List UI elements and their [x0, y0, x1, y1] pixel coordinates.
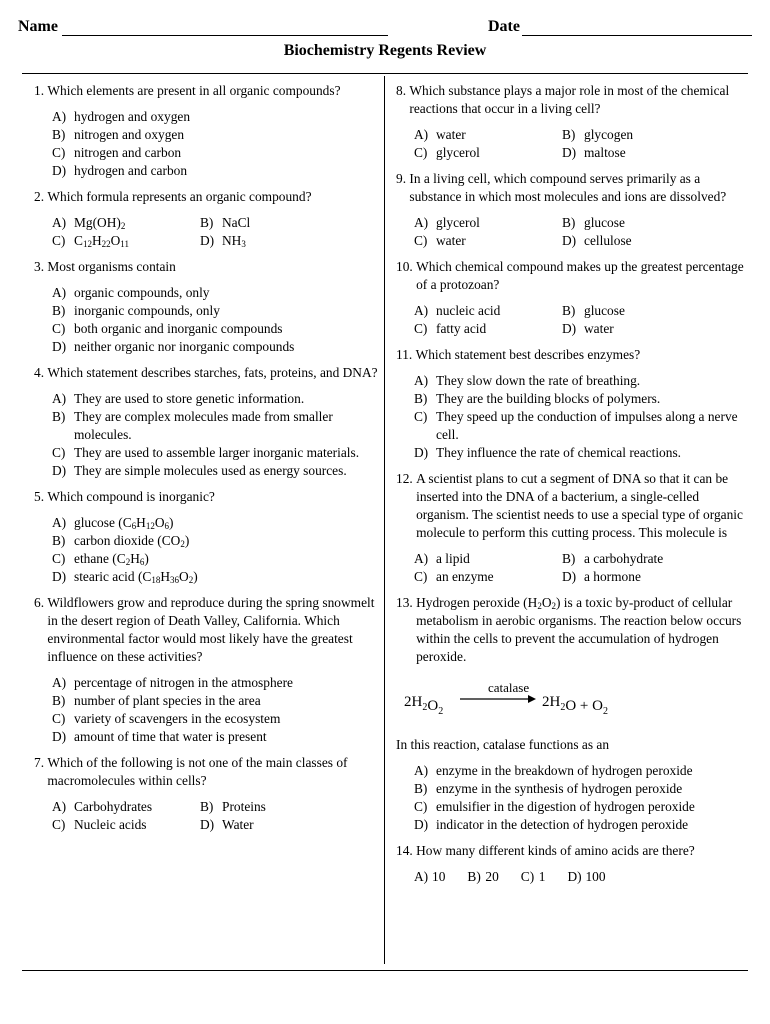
- question-stem: [34, 364, 382, 382]
- answer-choice[interactable]: [562, 144, 744, 162]
- page-title: Biochemistry Regents Review: [283, 42, 487, 59]
- left-column: [34, 82, 382, 842]
- choice-letter: D): [200, 233, 215, 248]
- answer-choice[interactable]: [414, 568, 562, 586]
- question-stem: [34, 754, 382, 790]
- answer-choice[interactable]: [414, 868, 445, 886]
- answer-choices: [396, 126, 744, 162]
- choice-text: water: [436, 233, 466, 248]
- choice-text: They slow down the rate of breathing.: [436, 373, 641, 388]
- choice-letter: C): [414, 233, 428, 248]
- question-number: 3.: [34, 259, 48, 274]
- answer-choice[interactable]: [414, 372, 744, 390]
- choice-text: a lipid: [436, 551, 470, 566]
- reaction-equation: [402, 676, 744, 716]
- choice-letter: A): [52, 215, 67, 230]
- question-text: Hydrogen peroxide $(H_2O_2)$ is a toxic by-product of cellular metabolism in aerobic organisms. The reaction below occurs within the cells to prevent the accumulation of hydrogen peroxide.: [416, 595, 742, 664]
- choice-text: They are the building blocks of polymers.: [436, 391, 661, 406]
- answer-choice[interactable]: [414, 816, 744, 834]
- question-text: Most organisms contain: [47, 259, 176, 274]
- question-1: [34, 82, 382, 180]
- choice-letter: C): [414, 145, 428, 160]
- choice-letter: B): [52, 409, 66, 424]
- choice-text: a carbohydrate: [584, 551, 664, 566]
- answer-choices: [34, 284, 382, 356]
- question-number: 7.: [34, 755, 48, 770]
- choice-letter: D): [414, 445, 429, 460]
- choice-letter: B): [562, 127, 576, 142]
- choice-letter: A): [414, 869, 429, 884]
- question-stem: [396, 170, 744, 206]
- reaction-product: $2H_2O + O_2$: [542, 694, 608, 716]
- choice-letter: D): [52, 463, 67, 478]
- name-label: Name: [18, 18, 58, 35]
- choice-letter: B): [562, 215, 576, 230]
- question-stem: [34, 188, 382, 206]
- choice-text: cellulose: [584, 233, 632, 248]
- answer-choice[interactable]: [414, 444, 744, 462]
- answer-choice[interactable]: [52, 338, 382, 356]
- page-header: [18, 18, 752, 40]
- date-blank-line: [522, 35, 752, 36]
- question-text: Which elements are present in all organic compounds?: [47, 83, 341, 98]
- choice-letter: B): [562, 303, 576, 318]
- choice-text: They are simple molecules used as energy sources.: [74, 463, 347, 478]
- answer-choice[interactable]: [562, 232, 744, 250]
- choice-letter: D): [52, 339, 67, 354]
- choice-letter: D): [52, 569, 67, 584]
- date-label: Date: [488, 18, 520, 35]
- reaction-followup-text: In this reaction, catalase functions as an: [396, 737, 610, 752]
- choice-text: They are used to store genetic information.: [74, 391, 305, 406]
- choice-letter: B): [52, 127, 66, 142]
- choice-letter: C): [414, 799, 428, 814]
- answer-choice[interactable]: [200, 232, 382, 250]
- choice-letter: D): [562, 569, 577, 584]
- choice-text: a hormone: [584, 569, 641, 584]
- answer-choice[interactable]: [52, 816, 200, 834]
- question-text: In a living cell, which compound serves primarily as a substance in which most molecules and ions are dissolved?: [409, 171, 727, 204]
- answer-choice[interactable]: [414, 144, 562, 162]
- question-text: Wildflowers grow and reproduce during the spring snowmelt in the desert region of Death Valley, California. Which environmental factor would most likely have the greatest influence on these activities?: [47, 595, 375, 664]
- answer-choice[interactable]: [52, 692, 382, 710]
- choice-text: enzyme in the synthesis of hydrogen peroxide: [436, 781, 683, 796]
- answer-choice[interactable]: [52, 320, 382, 338]
- choice-letter: B): [200, 799, 214, 814]
- choice-text: nucleic acid: [436, 303, 501, 318]
- choice-letter: B): [200, 215, 214, 230]
- question-6: [34, 594, 382, 746]
- choice-text: ethane $(C_2H_6)$: [74, 551, 149, 567]
- question-stem: [396, 346, 744, 364]
- question-stem: [396, 842, 744, 860]
- choice-text: percentage of nitrogen in the atmosphere: [74, 675, 293, 690]
- question-number: 14.: [396, 843, 417, 858]
- choice-letter: C): [52, 445, 66, 460]
- answer-choice[interactable]: [52, 550, 382, 568]
- choice-text: neither organic nor inorganic compounds: [74, 339, 295, 354]
- answer-choices: [34, 214, 382, 250]
- answer-choice[interactable]: [414, 798, 744, 816]
- choice-letter: C): [52, 817, 66, 832]
- choice-text: glucose: [584, 215, 625, 230]
- answer-choice[interactable]: [52, 462, 382, 480]
- question-text: Which statement best describes enzymes?: [415, 347, 641, 362]
- choice-letter: B): [414, 781, 428, 796]
- choice-text: stearic acid $(C_{18}H_{36}O_2)$: [74, 569, 198, 585]
- choice-letter: D): [414, 817, 429, 832]
- choice-text: $Mg(OH)_2$: [74, 215, 126, 231]
- choice-text: inorganic compounds, only: [74, 303, 220, 318]
- answer-choice[interactable]: [52, 444, 382, 462]
- answer-choices: [396, 302, 744, 338]
- choice-letter: A): [52, 285, 67, 300]
- question-14: [396, 842, 744, 886]
- choice-letter: A): [414, 551, 429, 566]
- answer-choice[interactable]: [414, 408, 744, 444]
- answer-choice[interactable]: [562, 568, 744, 586]
- question-number: 6.: [34, 595, 48, 610]
- answer-choices: [396, 550, 744, 586]
- question-number: 1.: [34, 83, 48, 98]
- choice-text: water: [436, 127, 466, 142]
- answer-choice[interactable]: [414, 126, 562, 144]
- answer-choice[interactable]: [52, 232, 200, 250]
- choice-text: Water: [222, 817, 254, 832]
- choice-text: Nucleic acids: [74, 817, 147, 832]
- answer-choice[interactable]: [52, 514, 382, 532]
- choice-text: 100: [585, 869, 606, 884]
- question-5: [34, 488, 382, 586]
- reaction-catalyst: catalase: [488, 680, 530, 695]
- answer-choice[interactable]: [567, 868, 605, 886]
- question-text: Which chemical compound makes up the greatest percentage of a protozoan?: [416, 259, 744, 292]
- choice-text: 20: [485, 869, 499, 884]
- question-2: [34, 188, 382, 250]
- choice-letter: C): [414, 569, 428, 584]
- choice-text: Proteins: [222, 799, 266, 814]
- answer-choice[interactable]: [52, 284, 382, 302]
- question-number: 11.: [396, 347, 416, 362]
- question-text: Which compound is inorganic?: [47, 489, 215, 504]
- answer-choices: [34, 390, 382, 480]
- choice-text: NaCl: [222, 215, 251, 230]
- choice-text: carbon dioxide $(CO_2)$: [74, 533, 190, 549]
- choice-letter: B): [52, 533, 66, 548]
- right-column: [396, 82, 744, 894]
- choice-text: both organic and inorganic compounds: [74, 321, 283, 336]
- choice-text: hydrogen and oxygen: [74, 109, 191, 124]
- choice-letter: C): [414, 409, 428, 424]
- answer-choice[interactable]: [52, 126, 382, 144]
- question-text: Which statement describes starches, fats, proteins, and DNA?: [47, 365, 378, 380]
- choice-text: nitrogen and oxygen: [74, 127, 185, 142]
- answer-choice[interactable]: [52, 798, 200, 816]
- choice-text: glucose: [584, 303, 625, 318]
- choice-text: 10: [432, 869, 446, 884]
- choice-letter: D): [562, 321, 577, 336]
- choice-text: glucose $(C_6H_{12}O_6)$: [74, 515, 174, 531]
- answer-choice[interactable]: [414, 780, 744, 798]
- choice-letter: A): [414, 127, 429, 142]
- choice-text: amount of time that water is present: [74, 729, 267, 744]
- answer-choice[interactable]: [414, 302, 562, 320]
- choice-letter: C): [52, 145, 66, 160]
- answer-choices: [34, 108, 382, 180]
- reaction-reactant: $2H_2O_2$: [404, 694, 444, 716]
- choice-text: nitrogen and carbon: [74, 145, 182, 160]
- choice-text: variety of scavengers in the ecosystem: [74, 711, 281, 726]
- choice-text: $C_{12}H_{22}O_{11}$: [74, 233, 129, 249]
- answer-choice[interactable]: [562, 126, 744, 144]
- question-text: A scientist plans to cut a segment of DNA so that it can be inserted into the DNA of a bacterium, a single-celled organism. The scientist needs to use a special type of organic molecule to perform this cutting process. This molecule is: [416, 471, 743, 540]
- answer-choice[interactable]: [52, 390, 382, 408]
- choice-letter: A): [52, 675, 67, 690]
- answer-choice[interactable]: [52, 108, 382, 126]
- choice-text: They speed up the conduction of impulses along a nerve cell.: [436, 409, 738, 442]
- answer-choice[interactable]: [200, 798, 382, 816]
- answer-choice[interactable]: [521, 868, 546, 886]
- answer-choice[interactable]: [562, 214, 744, 232]
- answer-choice[interactable]: [414, 550, 562, 568]
- question-number: 13.: [396, 595, 417, 610]
- column-divider: [384, 76, 385, 964]
- answer-choice[interactable]: [414, 214, 562, 232]
- question-12: [396, 470, 744, 586]
- answer-choice[interactable]: [52, 532, 382, 550]
- choice-text: an enzyme: [436, 569, 494, 584]
- question-text: Which formula represents an organic compound?: [47, 189, 312, 204]
- choice-text: enzyme in the breakdown of hydrogen peroxide: [436, 763, 693, 778]
- question-13: [396, 594, 744, 834]
- choice-letter: B): [467, 869, 481, 884]
- choice-letter: A): [52, 391, 67, 406]
- answer-choices: [396, 372, 744, 462]
- choice-letter: A): [414, 303, 429, 318]
- question-number: 8.: [396, 83, 410, 98]
- question-text: Which of the following is not one of the main classes of macromolecules within cells?: [47, 755, 348, 788]
- choice-letter: B): [52, 303, 66, 318]
- choice-letter: A): [52, 799, 67, 814]
- choice-letter: D): [52, 163, 67, 178]
- choice-letter: B): [414, 391, 428, 406]
- choice-text: hydrogen and carbon: [74, 163, 188, 178]
- answer-choice[interactable]: [52, 568, 382, 586]
- choice-text: organic compounds, only: [74, 285, 210, 300]
- choice-letter: A): [414, 763, 429, 778]
- answer-choice[interactable]: [52, 728, 382, 746]
- choice-letter: C): [414, 321, 428, 336]
- choice-letter: D): [567, 869, 582, 884]
- answer-choice[interactable]: [562, 302, 744, 320]
- choice-letter: A): [52, 515, 67, 530]
- choice-letter: D): [562, 145, 577, 160]
- choice-text: glycogen: [584, 127, 634, 142]
- question-stem: [396, 470, 744, 542]
- question-stem: [34, 258, 382, 276]
- answer-choice[interactable]: [414, 320, 562, 338]
- answer-choice[interactable]: [52, 674, 382, 692]
- choice-text: glycerol: [436, 145, 480, 160]
- choice-letter: A): [414, 215, 429, 230]
- question-11: [396, 346, 744, 462]
- answer-choices: [396, 214, 744, 250]
- choice-text: They are complex molecules made from smaller molecules.: [74, 409, 333, 442]
- choice-letter: B): [562, 551, 576, 566]
- choice-text: emulsifier in the digestion of hydrogen peroxide: [436, 799, 695, 814]
- answer-choice[interactable]: [414, 762, 744, 780]
- question-stem: [396, 258, 744, 294]
- answer-choice[interactable]: [52, 144, 382, 162]
- choice-letter: D): [200, 817, 215, 832]
- reaction-arrow-head: [528, 695, 536, 703]
- choice-letter: B): [52, 693, 66, 708]
- choice-text: glycerol: [436, 215, 480, 230]
- answer-choice[interactable]: [52, 710, 382, 728]
- choice-text: They are used to assemble larger inorganic materials.: [74, 445, 360, 460]
- choice-letter: C): [52, 233, 66, 248]
- answer-choice[interactable]: [562, 550, 744, 568]
- question-stem: [34, 594, 382, 666]
- question-4: [34, 364, 382, 480]
- answer-choice[interactable]: [52, 214, 200, 232]
- choice-text: They influence the rate of chemical reactions.: [436, 445, 682, 460]
- choice-letter: D): [562, 233, 577, 248]
- answer-choices: [34, 798, 382, 834]
- question-text: Which substance plays a major role in most of the chemical reactions that occur in a living cell?: [409, 83, 730, 116]
- choice-text: maltose: [584, 145, 626, 160]
- question-stem: [396, 82, 744, 118]
- answer-choice[interactable]: [467, 868, 498, 886]
- answer-choice[interactable]: [52, 162, 382, 180]
- question-stem: [396, 594, 744, 666]
- question-number: 9.: [396, 171, 410, 186]
- question-number: 12.: [396, 471, 417, 486]
- answer-choice[interactable]: [562, 320, 744, 338]
- question-stem: [34, 82, 382, 100]
- choice-letter: C): [52, 711, 66, 726]
- choice-letter: C): [52, 321, 66, 336]
- question-number: 2.: [34, 189, 48, 204]
- choice-text: water: [584, 321, 614, 336]
- choice-text: indicator in the detection of hydrogen peroxide: [436, 817, 689, 832]
- choice-letter: C): [520, 869, 535, 884]
- choice-letter: A): [414, 373, 429, 388]
- choice-letter: D): [52, 729, 67, 744]
- top-rule: [22, 73, 748, 74]
- question-7: [34, 754, 382, 834]
- name-blank-line: [62, 35, 388, 36]
- question-number: 4.: [34, 365, 48, 380]
- choice-text: fatty acid: [436, 321, 487, 336]
- question-number: 5.: [34, 489, 48, 504]
- question-8: [396, 82, 744, 162]
- choice-letter: C): [52, 551, 66, 566]
- choice-text: Carbohydrates: [74, 799, 153, 814]
- choice-letter: A): [52, 109, 67, 124]
- choice-text: 1: [538, 869, 546, 884]
- answer-choices: [34, 674, 382, 746]
- question-number: 10.: [396, 259, 417, 274]
- question-stem: [34, 488, 382, 506]
- question-3: [34, 258, 382, 356]
- bottom-rule: [22, 970, 748, 971]
- answer-choices: [396, 868, 744, 886]
- answer-choice[interactable]: [52, 408, 382, 444]
- choice-text: number of plant species in the area: [74, 693, 261, 708]
- question-text: How many different kinds of amino acids are there?: [416, 843, 695, 858]
- answer-choice[interactable]: [414, 390, 744, 408]
- answer-choice[interactable]: [414, 232, 562, 250]
- answer-choice[interactable]: [52, 302, 382, 320]
- answer-choice[interactable]: [200, 214, 382, 232]
- reaction-svg: [402, 676, 662, 716]
- question-10: [396, 258, 744, 338]
- answer-choices: [396, 762, 744, 834]
- answer-choice[interactable]: [200, 816, 382, 834]
- choice-text: $NH_3$: [222, 233, 246, 249]
- answer-choices: [34, 514, 382, 586]
- question-9: [396, 170, 744, 250]
